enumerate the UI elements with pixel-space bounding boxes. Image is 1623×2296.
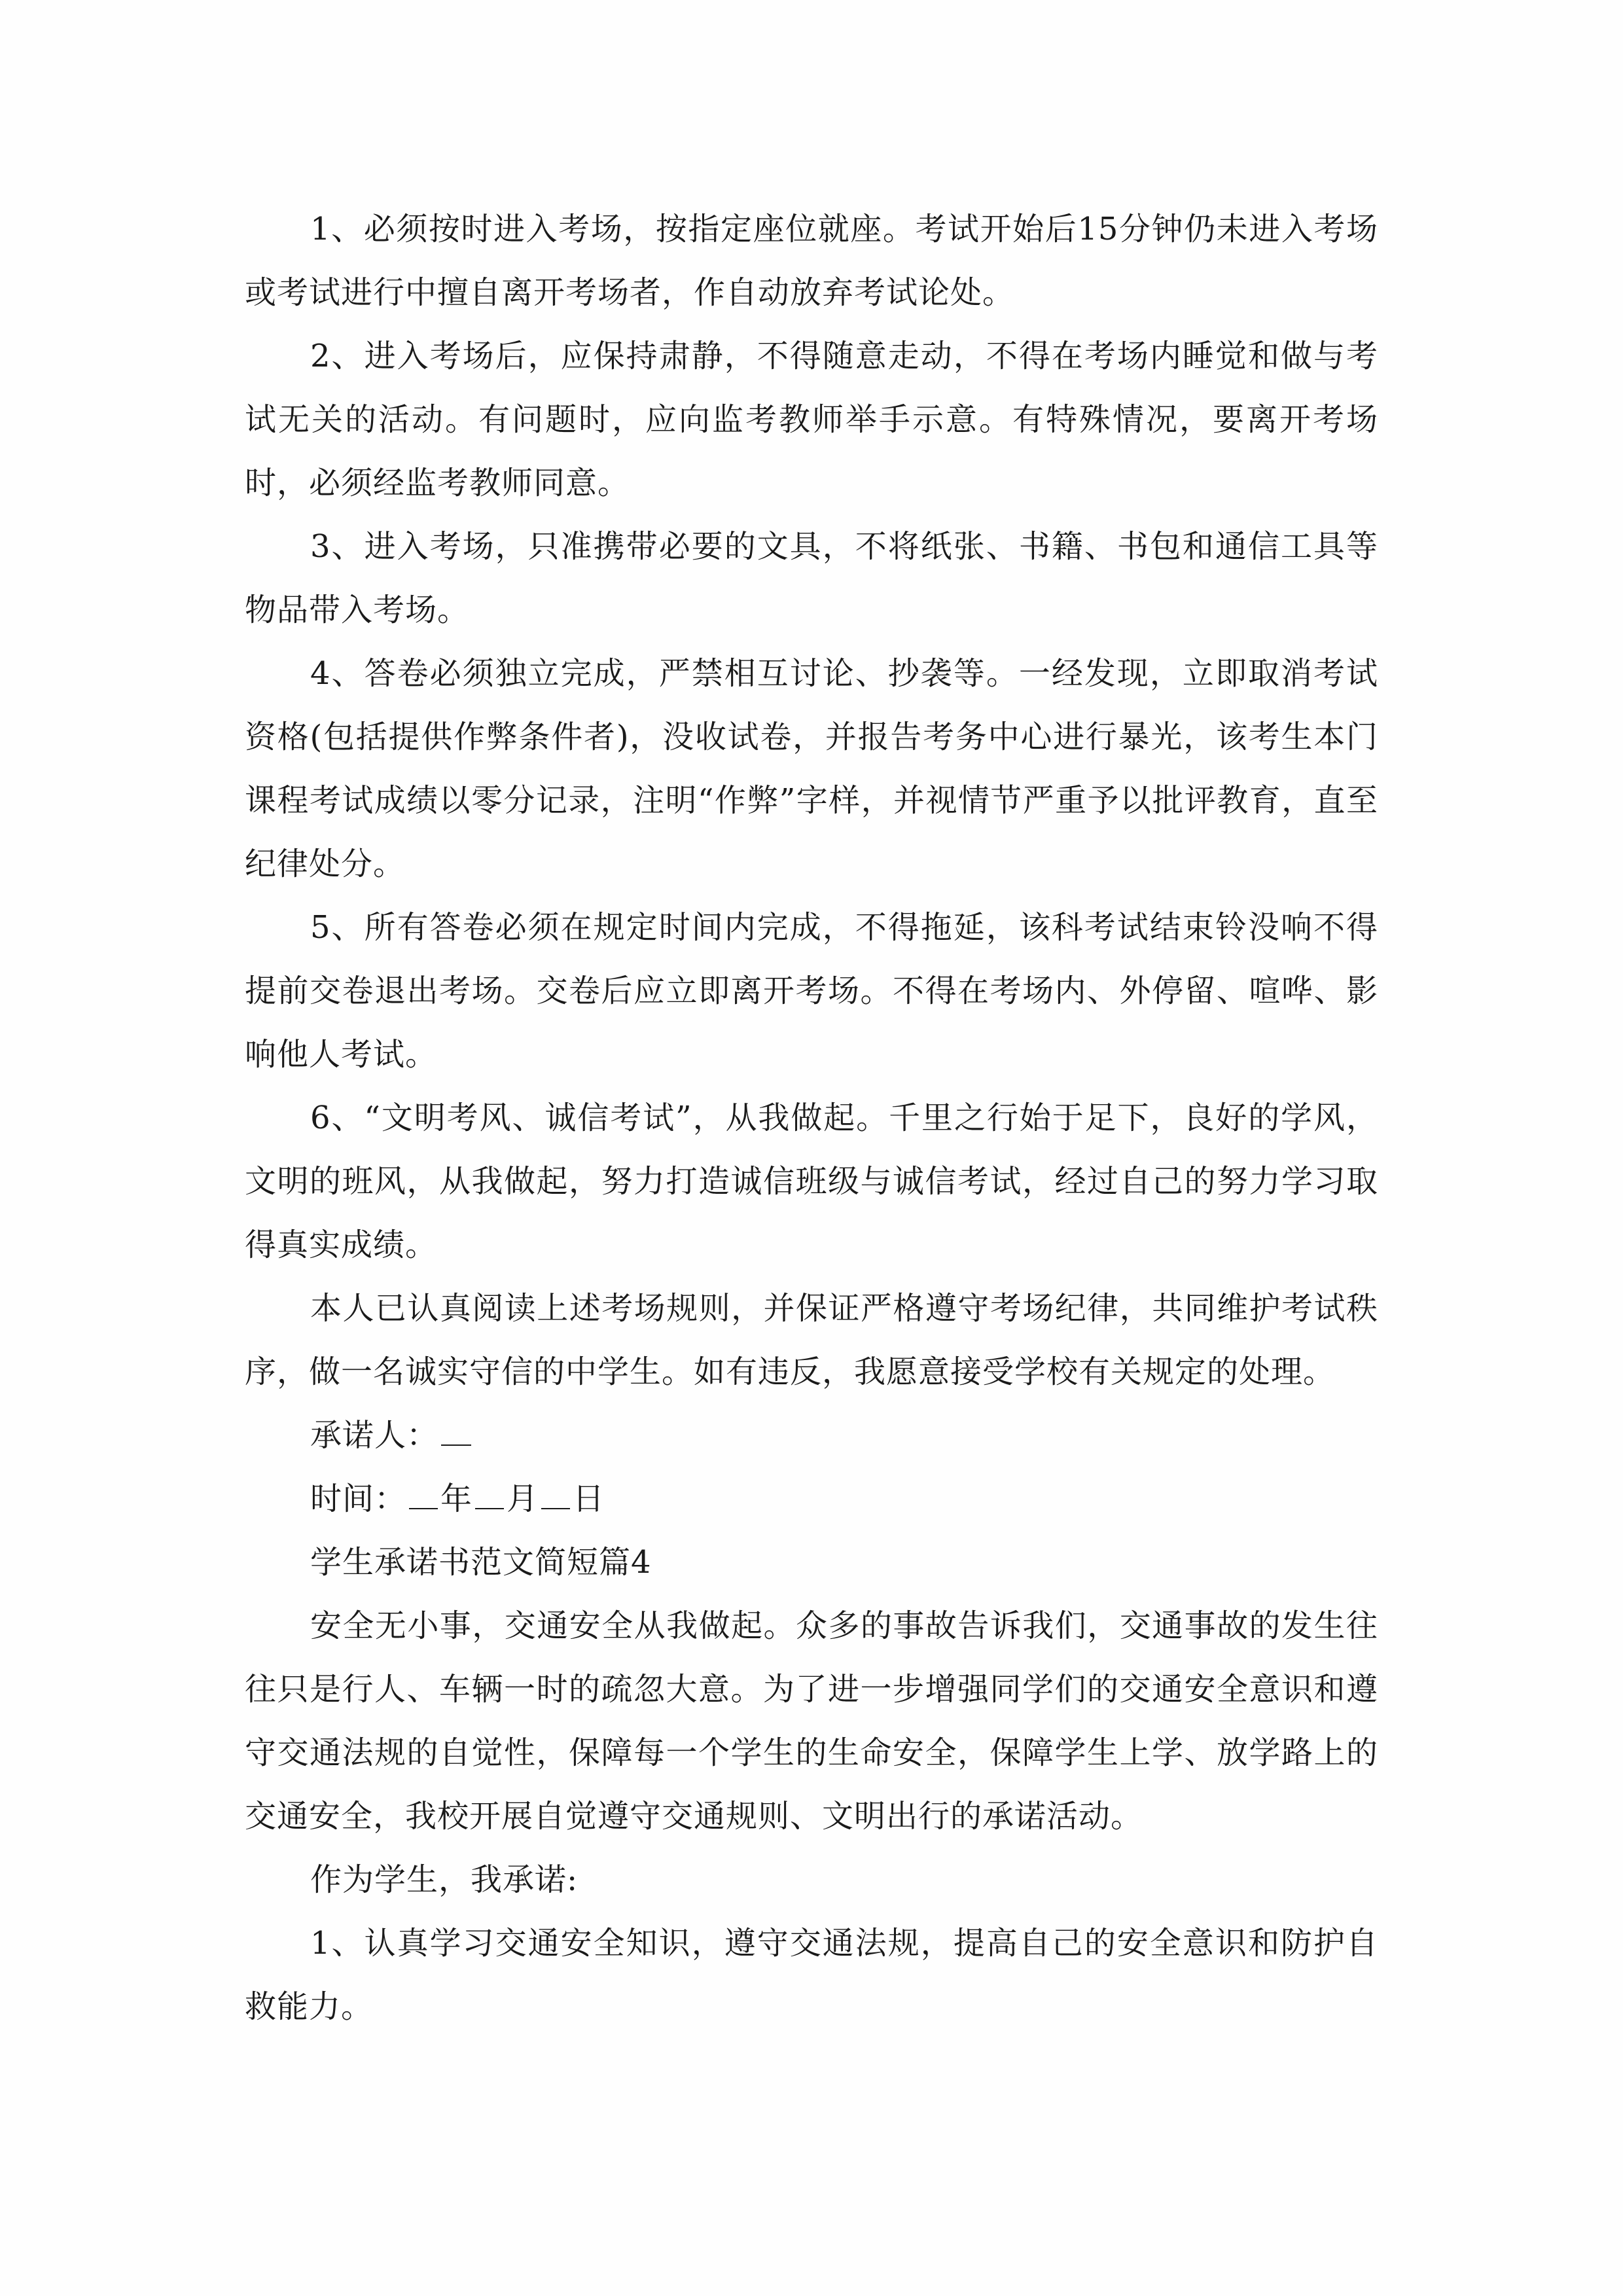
promise-lead: 作为学生，我承诺: xyxy=(310,1861,579,1898)
day-blank xyxy=(541,1482,570,1509)
rule-paragraph-5: 5、所有答卷必须在规定时间内完成，不得拖延，该科考试结束铃没响不得提前交卷退出考场。交卷后应立即离开考场。不得在考场内、外停留、喧哗、影响他人考试。 xyxy=(245,909,1378,1073)
signer-line xyxy=(245,1404,1378,1467)
rule-paragraph-2: 2、进入考场后，应保持肃静，不得随意走动，不得在考场内睡觉和做与考试无关的活动。有问题时，应向监考教师举手示意。有特殊情况，要离开考场时，必须经监考教师同意。 xyxy=(245,338,1378,501)
signer-label: 承诺人： xyxy=(310,1417,439,1454)
year-blank xyxy=(409,1482,438,1509)
month-blank xyxy=(475,1482,504,1509)
date-line xyxy=(245,1467,1378,1531)
rule-paragraph-6: 6、“文明考风、诚信考试”，从我做起。千里之行始于足下，良好的学风，文明的班风，从我做起，努力打造诚信班级与诚信考试，经过自己的努力学习取得真实成绩。 xyxy=(245,1100,1378,1263)
traffic-intro-paragraph: 安全无小事，交通安全从我做起。众多的事故告诉我们，交通事故的发生往往只是行人、车辆一时的疏忽大意。为了进一步增强同学们的交通安全意识和遵守交通法规的自觉性，保障每一个学生的生命安全，保障学生上学、放学路上的交通安全，我校开展自觉遵守交通规则、文明出行的承诺活动。 xyxy=(245,1607,1378,1835)
day-label: 日 xyxy=(573,1480,605,1517)
time-label: 时间： xyxy=(310,1480,407,1517)
rule-paragraph-4: 4、答卷必须独立完成，严禁相互讨论、抄袭等。一经发现，立即取消考试资格(包括提供作弊条件者)，没收试卷，并报告考务中心进行暴光，该考生本门课程考试成绩以零分记录，注明“作弊”字样，并视情节严重予以批评教育，直至纪律处分。 xyxy=(245,655,1378,882)
promise-item-1: 1、认真学习交通安全知识，遵守交通法规，提高自己的安全意识和防护自救能力。 xyxy=(245,1925,1378,2025)
pledge-statement: 本人已认真阅读上述考场规则，并保证严格遵守考场纪律，共同维护考试秩序，做一名诚实守信的中学生。如有违反，我愿意接受学校有关规定的处理。 xyxy=(245,1290,1378,1390)
rule-paragraph-1: 1、必须按时进入考场，按指定座位就座。考试开始后15分钟仍未进入考场或考试进行中擅自离开考场者，作自动放弃考试论处。 xyxy=(245,211,1378,311)
year-label: 年 xyxy=(440,1480,473,1517)
month-label: 月 xyxy=(507,1480,539,1517)
document-body xyxy=(245,198,1378,2039)
signer-blank xyxy=(441,1418,471,1446)
rule-paragraph-3: 3、进入考场，只准携带必要的文具，不将纸张、书籍、书包和通信工具等物品带入考场。 xyxy=(245,528,1378,628)
section-title: 学生承诺书范文简短篇4 xyxy=(310,1544,652,1581)
